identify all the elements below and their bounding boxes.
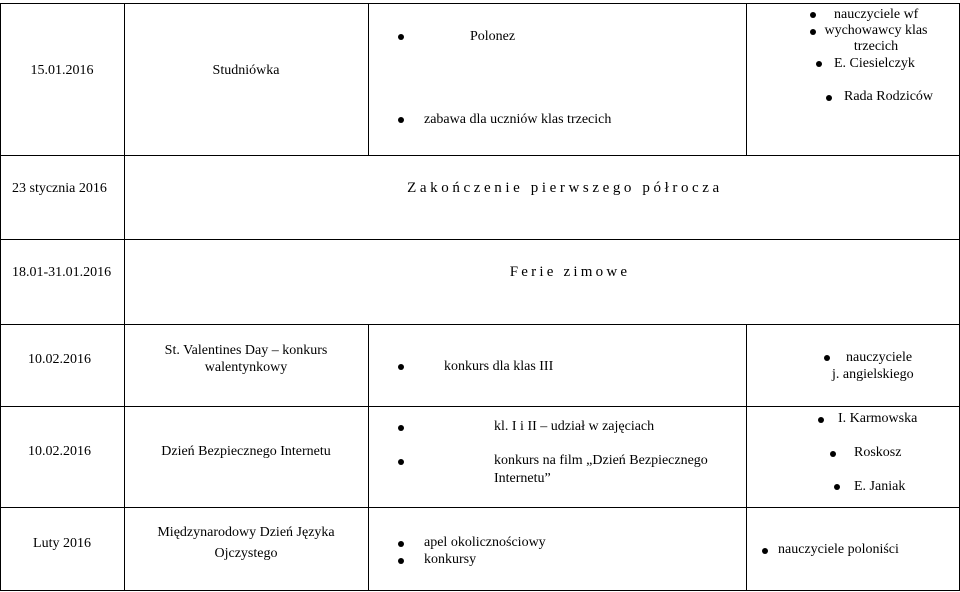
row-date: 10.02.2016 [28, 352, 91, 367]
row-event: Dzień Bezpiecznego Internetu [161, 444, 331, 459]
responsible-item: wychowawcy klas [824, 23, 928, 38]
col-border [746, 3, 747, 155]
responsible-item: I. Karmowska [838, 411, 918, 426]
responsible-item: j. angielskiego [832, 367, 914, 382]
bullet-icon [398, 558, 404, 564]
row-date: Luty 2016 [33, 536, 91, 551]
bullet-icon [398, 425, 404, 431]
row-border [0, 406, 960, 407]
row-border [0, 324, 960, 325]
row-event: St. Valentines Day – konkurs [164, 343, 328, 358]
bullet-icon [810, 12, 816, 18]
row-date: 18.01-31.01.2016 [12, 265, 112, 280]
bullet-icon [398, 117, 404, 123]
bullet-icon [830, 451, 836, 457]
col-border [368, 3, 369, 155]
row-border [0, 590, 960, 591]
bullet-icon [824, 355, 830, 361]
form-item: konkurs na film „Dzień Bezpiecznego [494, 453, 708, 468]
bullet-icon [818, 417, 824, 423]
form-item: Polonez [470, 29, 516, 44]
responsible-item: nauczyciele [846, 350, 913, 365]
row-border [0, 3, 960, 4]
responsible-item: nauczyciele poloniści [778, 542, 899, 557]
form-item: Internetu” [494, 471, 551, 486]
form-item: kl. I i II – udział w zajęciach [494, 419, 655, 434]
row-date: 23 stycznia 2016 [12, 181, 107, 196]
col-border [124, 3, 125, 155]
col-border [368, 324, 369, 591]
responsible-item: nauczyciele wf [834, 7, 919, 22]
col-border [124, 239, 125, 324]
row-border [0, 155, 960, 156]
row-event: Międzynarodowy Dzień Języka [157, 525, 335, 540]
row-border [0, 239, 960, 240]
row-event: walentynkowy [204, 360, 288, 375]
responsible-item: Roskosz [854, 445, 902, 460]
banner-title: Ferie zimowe [509, 264, 631, 280]
bullet-icon [398, 541, 404, 547]
row-event: Studniówka [212, 63, 280, 78]
row-border [0, 507, 960, 508]
banner-title: Zakończenie pierwszego półrocza [407, 180, 723, 196]
responsible-item: trzecich [853, 39, 899, 54]
bullet-icon [816, 61, 822, 67]
bullet-icon [398, 34, 404, 40]
bullet-icon [398, 364, 404, 370]
responsible-item: E. Janiak [854, 479, 906, 494]
bullet-icon [398, 459, 404, 465]
row-date: 10.02.2016 [28, 444, 91, 459]
bullet-icon [826, 95, 832, 101]
col-border [746, 324, 747, 591]
form-item: konkursy [424, 552, 477, 567]
bullet-icon [834, 484, 840, 490]
form-item: apel okolicznościowy [424, 535, 546, 550]
col-border [124, 155, 125, 239]
bullet-icon [762, 548, 768, 554]
form-item: konkurs dla klas III [444, 359, 554, 374]
row-event: Ojczystego [214, 546, 278, 561]
responsible-item: Rada Rodziców [844, 89, 934, 104]
row-date: 15.01.2016 [30, 63, 94, 78]
form-item: zabawa dla uczniów klas trzecich [424, 112, 612, 127]
col-border [0, 3, 1, 591]
responsible-item: E. Ciesielczyk [834, 56, 915, 71]
